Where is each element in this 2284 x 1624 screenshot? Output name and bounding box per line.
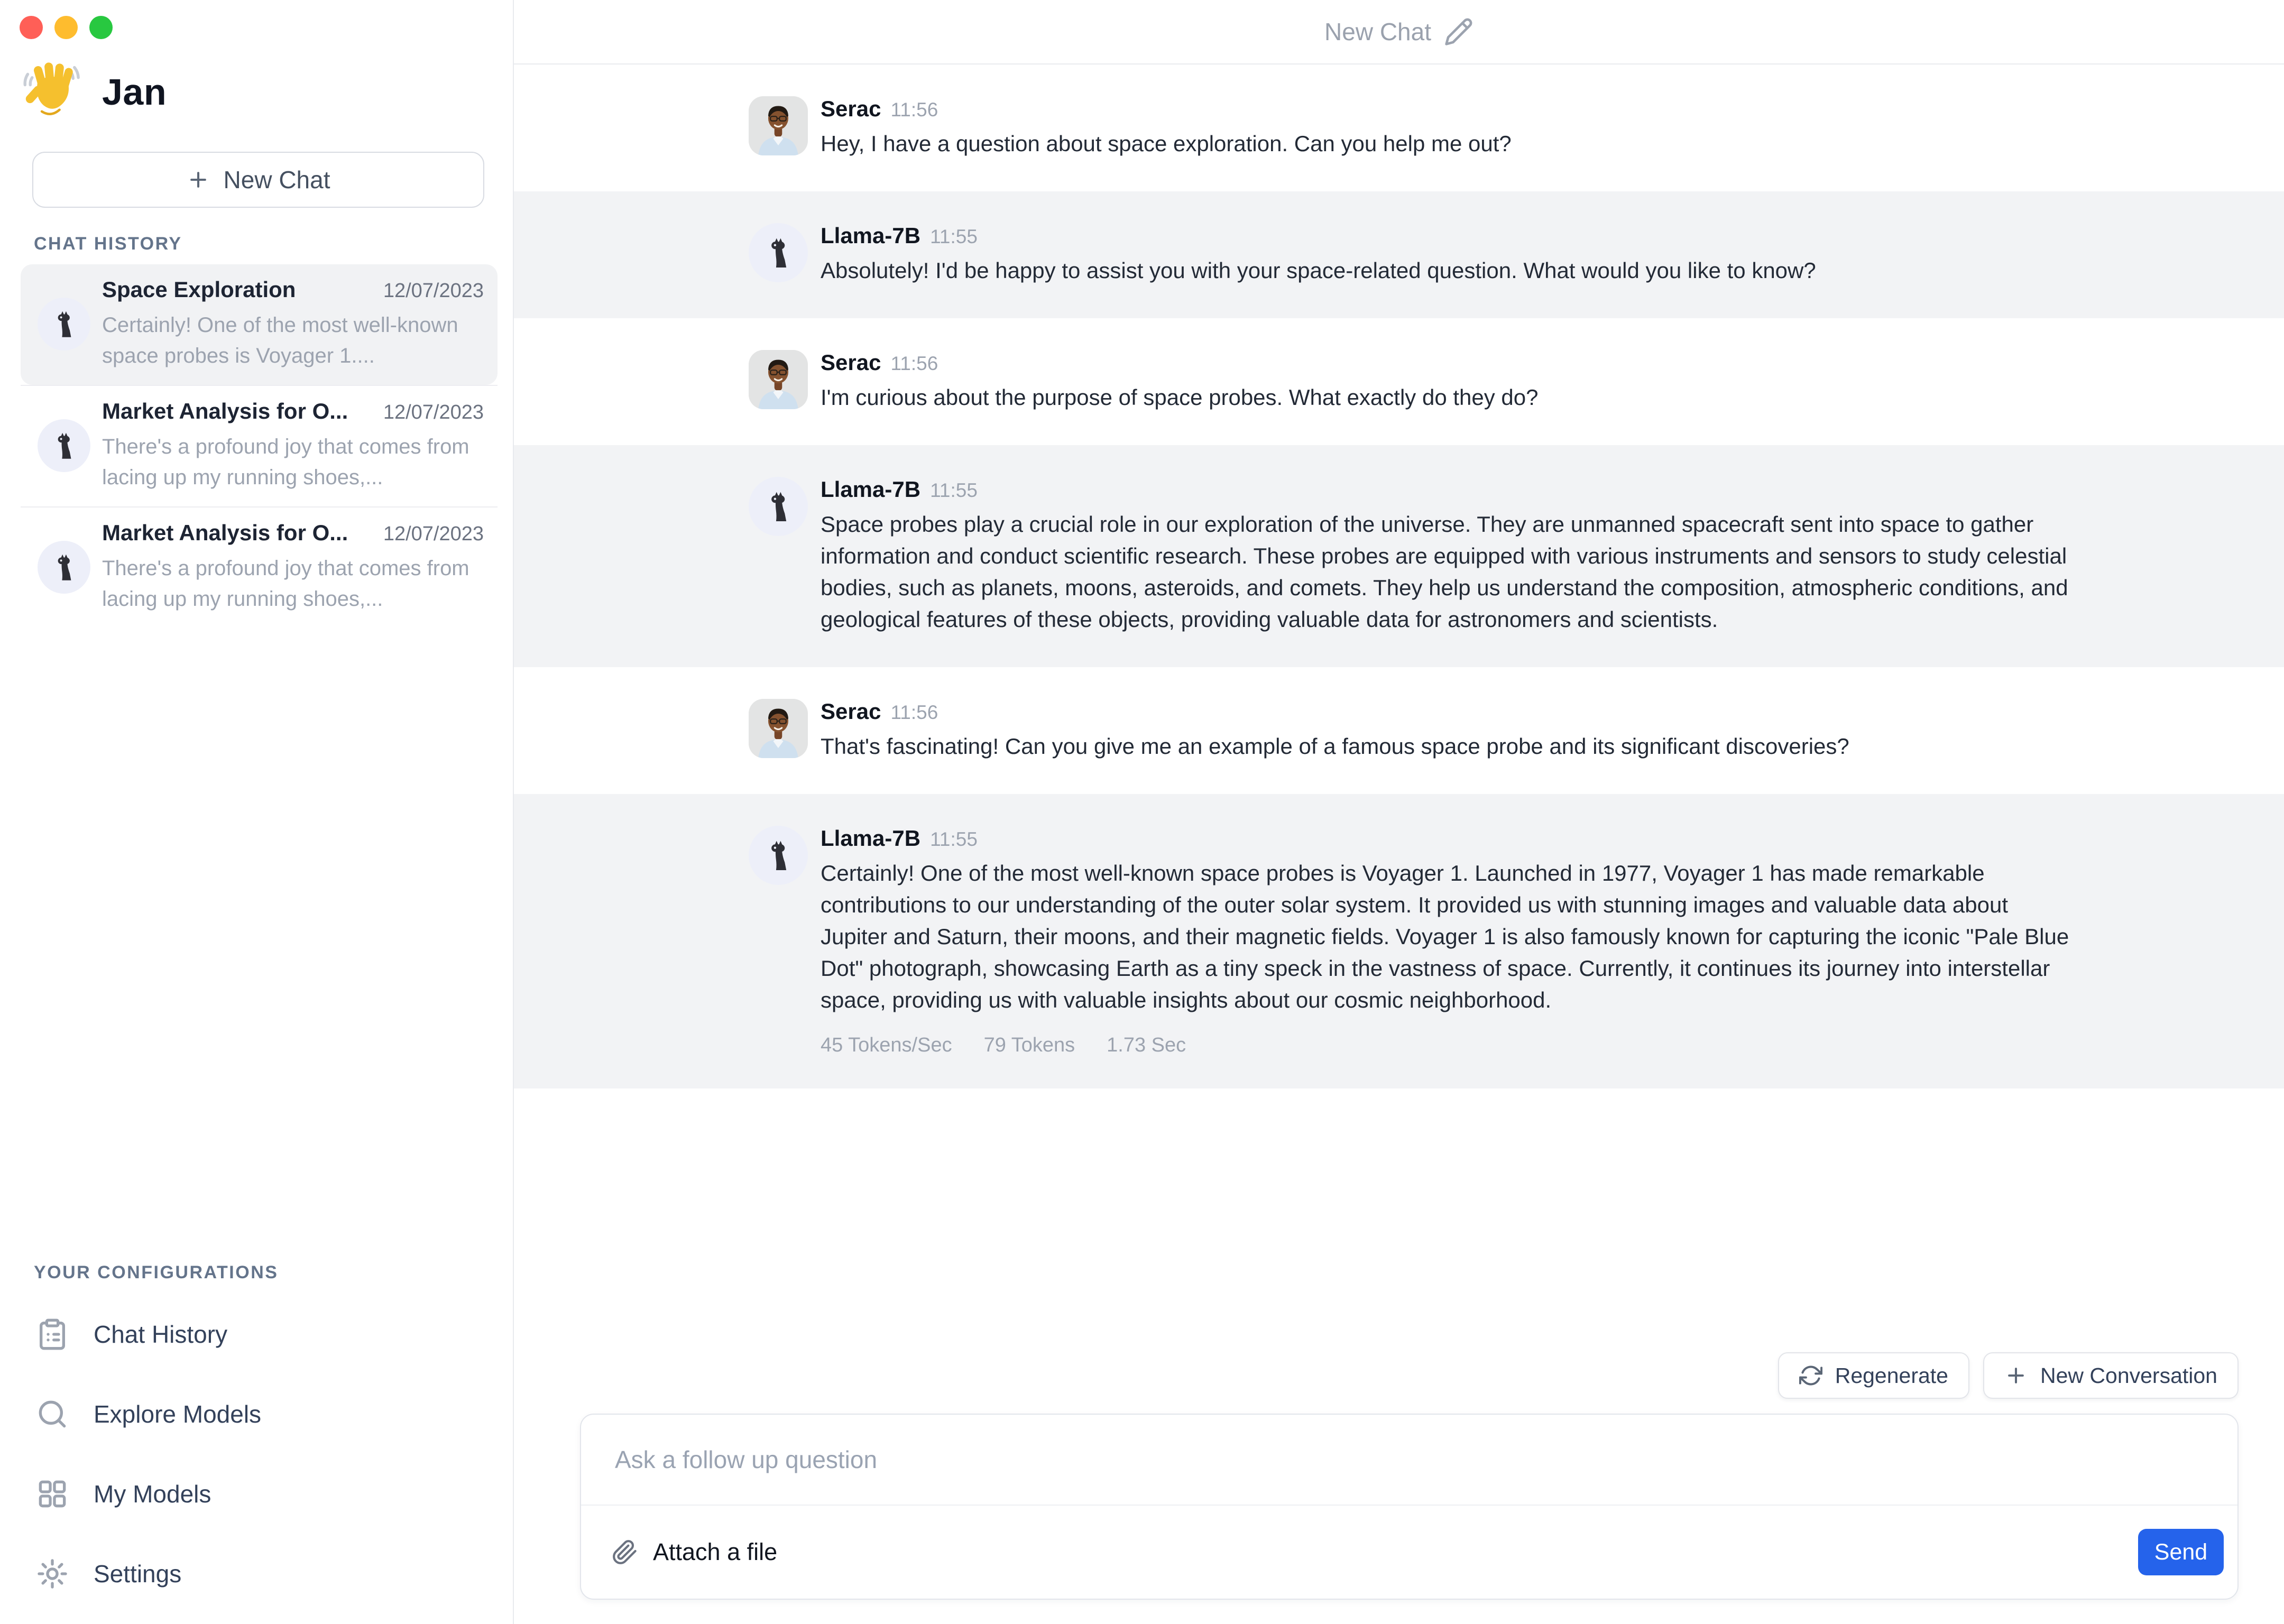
chat-history-list	[21, 264, 498, 628]
window-controls	[20, 16, 113, 39]
composer	[580, 1414, 2239, 1600]
sidebar-config-item[interactable]	[21, 1454, 496, 1534]
regenerate-button[interactable]	[1778, 1352, 1969, 1399]
message-author: Serac	[821, 699, 881, 724]
user-avatar	[749, 699, 808, 758]
sidebar-config-item[interactable]	[21, 1294, 496, 1374]
chat-title: Space Exploration	[102, 277, 296, 302]
message-text: Space probes play a crucial role in our exploration of the universe. They are unmanned spacecraft sent into space to gather information and conduct scientific research. These probes are equipped with various instruments and sensors to study celestial bodies, such as planets, moons, asteroids, and comets. They help us understand the composition, atmospheric conditions, and geological features of these objects, providing valuable data for astronomers and scientists.	[821, 512, 2068, 632]
message-author: Serac	[821, 96, 881, 121]
chat-date: 12/07/2023	[383, 401, 484, 423]
refresh-icon	[1799, 1364, 1822, 1387]
waving-hand-icon	[21, 58, 88, 126]
app-logo	[21, 58, 167, 126]
configurations-list	[21, 1294, 496, 1613]
composer-toolbar	[581, 1506, 2237, 1599]
message-row	[514, 191, 2284, 318]
sidebar-config-item[interactable]	[21, 1534, 496, 1613]
chat-history-item[interactable]	[21, 264, 498, 385]
plus-icon	[187, 168, 210, 191]
message-stats	[821, 1034, 2073, 1057]
llama-avatar	[749, 223, 808, 282]
thread-title: New Chat	[1324, 18, 1431, 45]
minimize-window-button[interactable]	[54, 16, 78, 39]
token-stat: 79 Tokens	[983, 1034, 1075, 1056]
message-row	[514, 318, 2284, 445]
message-text: That's fascinating! Can you give me an example of a famous space probe and its significant discoveries?	[821, 734, 1849, 759]
attach-file-button[interactable]	[612, 1538, 777, 1566]
plus-icon	[2004, 1364, 2028, 1387]
attach-file-label: Attach a file	[653, 1538, 778, 1565]
composer-input-row	[581, 1415, 2237, 1506]
message-time: 11:55	[930, 226, 978, 247]
thread-header	[514, 0, 2284, 64]
chat-history-item[interactable]	[21, 385, 498, 506]
search-icon	[35, 1397, 69, 1431]
message-time: 11:56	[890, 353, 938, 374]
close-window-button[interactable]	[20, 16, 43, 39]
new-chat-button-label: New Chat	[223, 166, 330, 193]
followup-question-input[interactable]	[615, 1445, 2204, 1474]
message-row	[514, 794, 2284, 1088]
user-avatar	[749, 96, 808, 155]
new-chat-button[interactable]	[32, 152, 484, 208]
llama-avatar	[749, 826, 808, 885]
paperclip-icon	[612, 1539, 638, 1565]
message-author: Llama-7B	[821, 223, 921, 248]
maximize-window-button[interactable]	[89, 16, 113, 39]
app-title: Jan	[102, 71, 167, 113]
user-avatar	[749, 350, 808, 409]
send-button[interactable]: Send	[2138, 1529, 2224, 1575]
message-author: Llama-7B	[821, 826, 921, 851]
new-conversation-button-label: New Conversation	[2040, 1363, 2217, 1388]
configurations-header: YOUR CONFIGURATIONS	[34, 1262, 279, 1282]
message-time: 11:55	[930, 828, 978, 850]
chat-preview: Certainly! One of the most well-known space probes is Voyager 1....	[102, 313, 458, 367]
config-item-label: My Models	[94, 1480, 211, 1508]
pencil-icon[interactable]	[1444, 17, 1473, 47]
config-item-label: Settings	[94, 1560, 182, 1588]
chat-preview: There's a profound joy that comes from lacing up my running shoes,...	[102, 557, 469, 611]
chat-history-item[interactable]	[21, 506, 498, 628]
message-author: Llama-7B	[821, 477, 921, 502]
chat-preview: There's a profound joy that comes from lacing up my running shoes,...	[102, 435, 469, 489]
main-panel	[514, 0, 2284, 1624]
llama-avatar	[749, 477, 808, 536]
new-conversation-button[interactable]	[1983, 1352, 2239, 1399]
thread-actions	[580, 1352, 2239, 1399]
message-text: Hey, I have a question about space exploration. Can you help me out?	[821, 131, 1512, 156]
message-time: 11:56	[890, 99, 938, 121]
chat-title: Market Analysis for O...	[102, 399, 348, 423]
chat-history-header: CHAT HISTORY	[34, 234, 182, 254]
message-row	[514, 667, 2284, 794]
message-row	[514, 445, 2284, 667]
composer-area	[580, 1352, 2239, 1600]
grid-icon	[35, 1477, 69, 1511]
sidebar-config-item[interactable]	[21, 1374, 496, 1454]
config-item-label: Explore Models	[94, 1400, 262, 1428]
llama-avatar-icon	[38, 419, 90, 472]
chat-title: Market Analysis for O...	[102, 520, 348, 545]
chat-date: 12/07/2023	[383, 523, 484, 545]
message-time: 11:55	[930, 479, 978, 501]
regenerate-button-label: Regenerate	[1835, 1363, 1948, 1388]
message-text: Absolutely! I'd be happy to assist you with your space-related question. What would you like to know?	[821, 258, 1816, 283]
token-stat: 45 Tokens/Sec	[821, 1034, 952, 1056]
message-author: Serac	[821, 350, 881, 375]
message-text: Certainly! One of the most well-known space probes is Voyager 1. Launched in 1977, Voyager 1 has made remarkable contributions to our understanding of the outer solar system. It provided us with stunning images and valuable data about Jupiter and Saturn, their moons, and their magnetic fields. Voyager 1 is also famously known for capturing the iconic "Pale Blue Dot" photograph, showcasing Earth as a tiny speck in the vastness of space. Currently, it continues its journey into interstellar space, providing us with valuable insights about our cosmic neighborhood.	[821, 861, 2069, 1012]
message-row	[514, 64, 2284, 191]
chat-date: 12/07/2023	[383, 280, 484, 302]
config-item-label: Chat History	[94, 1320, 228, 1348]
gear-icon	[35, 1557, 69, 1591]
llama-avatar-icon	[38, 298, 90, 350]
clipboard-list-icon	[35, 1317, 69, 1351]
message-time: 11:56	[890, 702, 938, 723]
token-stat: 1.73 Sec	[1107, 1034, 1186, 1056]
message-text: I'm curious about the purpose of space probes. What exactly do they do?	[821, 385, 1539, 410]
llama-avatar-icon	[38, 541, 90, 594]
sidebar	[0, 0, 514, 1624]
